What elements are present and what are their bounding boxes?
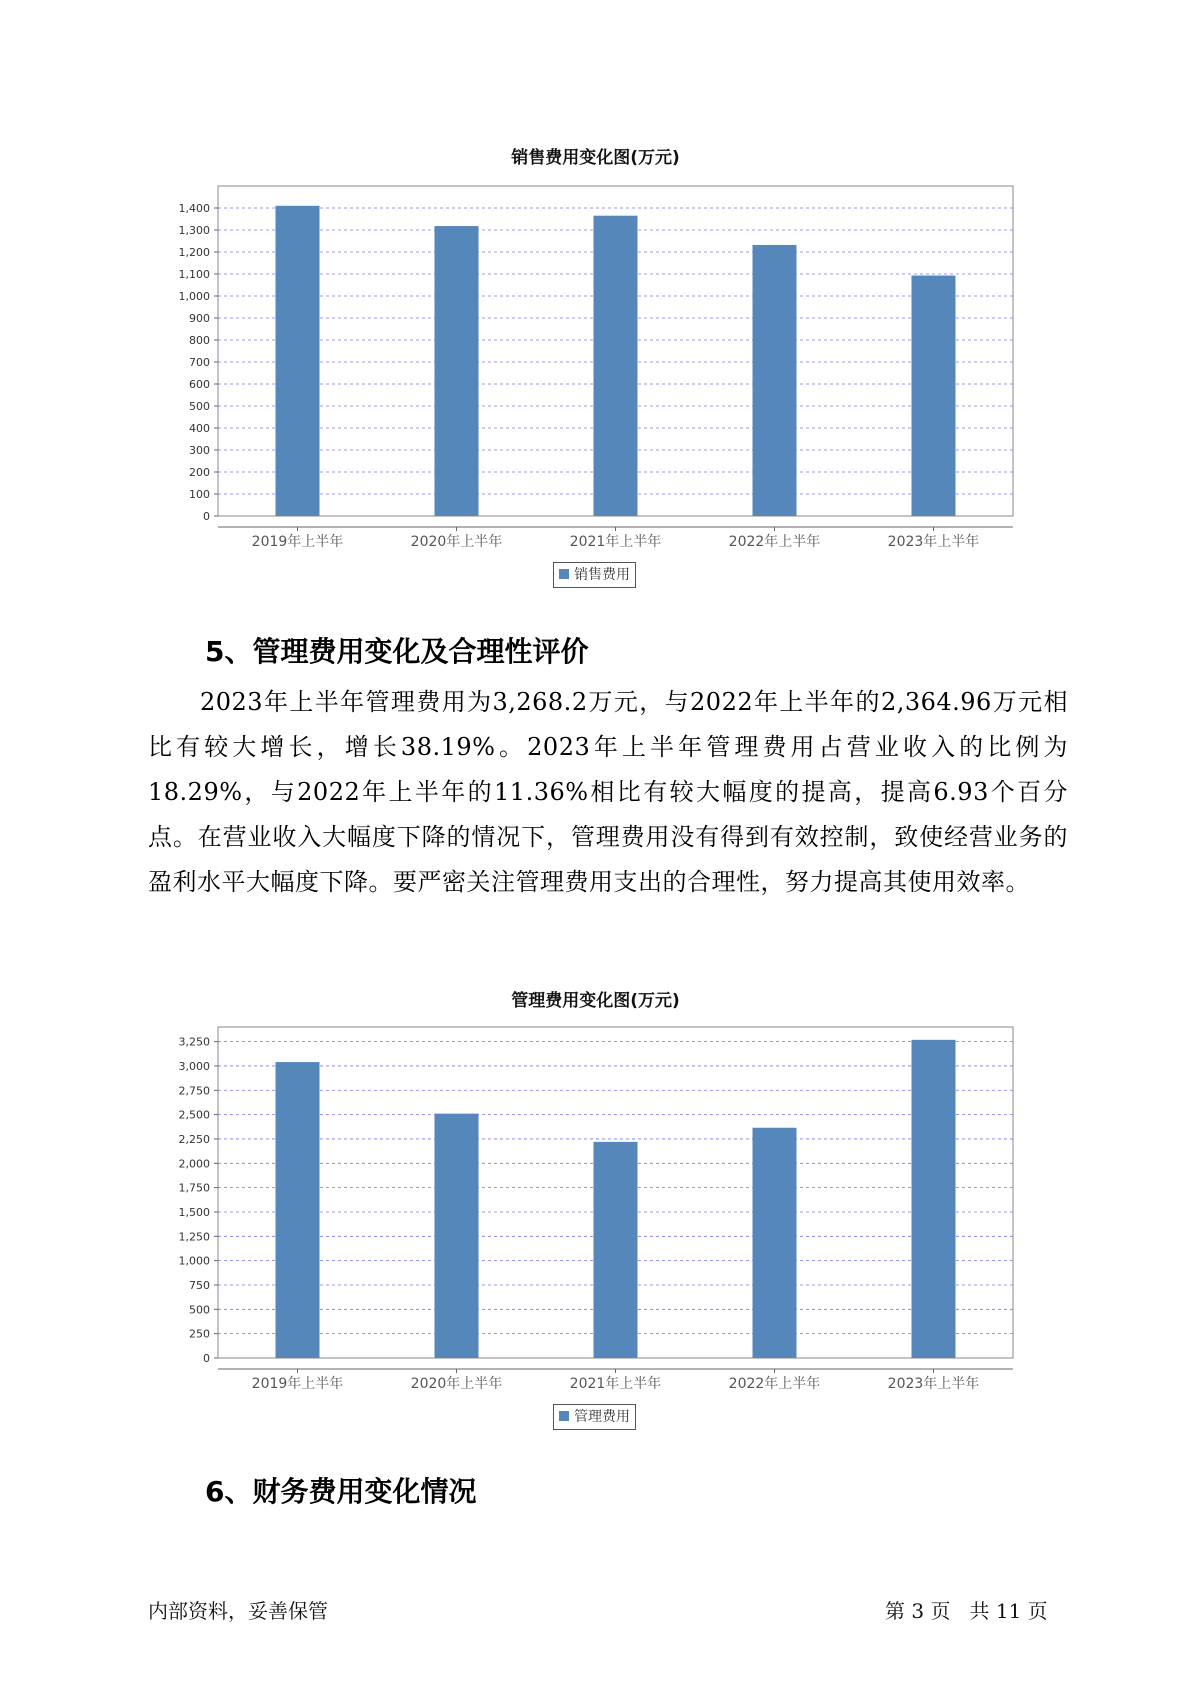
section-5-paragraph: 2023年上半年管理费用为3,268.2万元，与2022年上半年的2,364.96万元相比有较大增长，增长38.19%。2023年上半年管理费用占营业收入的比例为18.29%，与2022年上半年的11.36%相比有较大幅度的提高，提高6.93个百分点。在营业收入大幅度下降的情况下，管理费用没有得到有效控制，致使经营业务的盈利水平大幅度下降。要严密关注管理费用支出的合理性，努力提高其使用效率。: [148, 688, 1068, 896]
bar: [753, 1128, 797, 1358]
x-tick-label: 2020年上半年: [410, 534, 503, 550]
y-tick-label: 2,750: [178, 1084, 210, 1098]
legend-label: 销售费用: [574, 567, 630, 583]
y-tick-label: 1,000: [178, 1254, 210, 1268]
bar: [276, 1062, 320, 1358]
y-tick-label: 500: [189, 400, 210, 413]
y-tick-label: 1,000: [178, 290, 210, 303]
x-tick-label: 2021年上半年: [569, 534, 662, 550]
bar: [594, 1142, 638, 1358]
legend-label: 管理费用: [574, 1409, 630, 1425]
y-tick-label: 1,200: [178, 246, 210, 259]
legend-swatch: [559, 1411, 569, 1421]
x-tick-label: 2019年上半年: [251, 1376, 344, 1392]
y-tick-label: 250: [189, 1327, 210, 1341]
y-tick-label: 750: [189, 1278, 210, 1292]
y-tick-label: 200: [189, 466, 210, 479]
footer-left: 内部资料，妥善保管: [148, 1599, 328, 1623]
y-tick-label: 1,300: [178, 224, 210, 237]
y-tick-label: 800: [189, 334, 210, 347]
y-tick-label: 3,000: [178, 1059, 210, 1073]
y-tick-label: 400: [189, 422, 210, 435]
chart-title-sales: 销售费用变化图(万元): [511, 148, 680, 168]
x-tick-label: 2023年上半年: [887, 1376, 980, 1392]
y-tick-label: 3,250: [178, 1035, 210, 1049]
y-tick-label: 1,100: [178, 268, 210, 281]
legend-admin: [553, 1404, 636, 1430]
y-tick-label: 600: [189, 378, 210, 391]
y-tick-label: 100: [189, 488, 210, 501]
y-tick-label: 1,400: [178, 202, 210, 215]
y-tick-label: 0: [203, 510, 210, 523]
y-tick-label: 300: [189, 444, 210, 457]
x-tick-label: 2021年上半年: [569, 1376, 662, 1392]
y-tick-label: 500: [189, 1303, 210, 1317]
x-tick-label: 2019年上半年: [251, 534, 344, 550]
bar: [435, 1114, 479, 1358]
y-tick-label: 1,500: [178, 1205, 210, 1219]
section-6-heading: 6、财务费用变化情况: [205, 1475, 477, 1508]
bar: [912, 1040, 956, 1358]
x-tick-label: 2022年上半年: [728, 1376, 821, 1392]
y-tick-label: 1,750: [178, 1181, 210, 1195]
chart-title-admin: 管理费用变化图(万元): [511, 991, 680, 1011]
y-tick-label: 700: [189, 356, 210, 369]
y-tick-label: 900: [189, 312, 210, 325]
x-tick-label: 2022年上半年: [728, 534, 821, 550]
x-tick-label: 2020年上半年: [410, 1376, 503, 1392]
x-tick-label: 2023年上半年: [887, 534, 980, 550]
y-tick-label: 1,250: [178, 1230, 210, 1244]
y-tick-label: 0: [203, 1352, 210, 1365]
section-5-heading: 5、管理费用变化及合理性评价: [205, 635, 589, 668]
y-tick-label: 2,250: [178, 1132, 210, 1146]
y-tick-label: 2,000: [178, 1157, 210, 1171]
y-tick-label: 2,500: [178, 1108, 210, 1122]
footer-page-number: 第 3 页 共 11 页: [885, 1599, 1048, 1623]
